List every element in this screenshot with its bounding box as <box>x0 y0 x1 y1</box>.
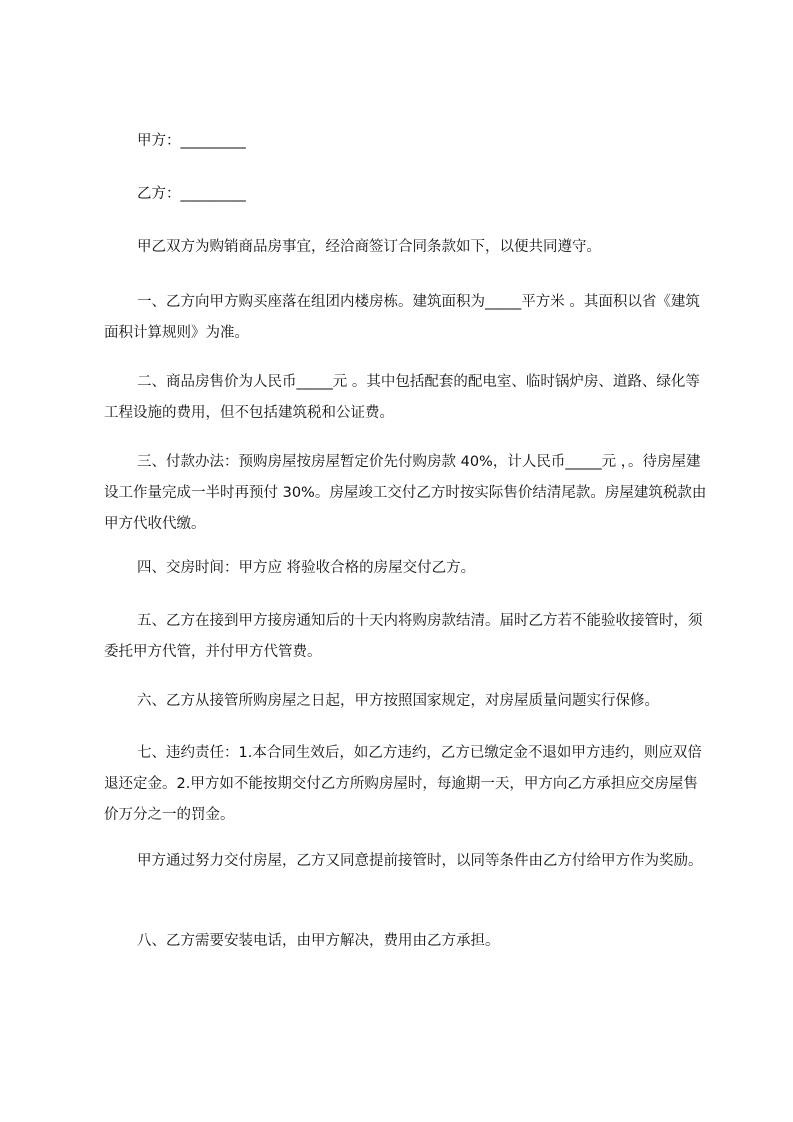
clause-7-supplement: 甲方通过努力交付房屋，乙方又同意提前接管时，以同等条件由乙方付给甲方作为奖励。 <box>137 853 703 869</box>
clause-2: 二、商品房售价为人民币_____元 。其中包括配套的配电室、临时锅炉房、道路、绿化等工程设施的费用，但不包括建筑税和公证费。 <box>104 374 700 421</box>
party-a-line: 甲方：_________ <box>137 133 246 149</box>
clause-8: 八、乙方需要安装电话，由甲方解决，费用由乙方承担。 <box>137 933 500 949</box>
clause-4: 四、交房时间：甲方应 将验收合格的房屋交付乙方。 <box>137 560 476 576</box>
clause-5: 五、乙方在接到甲方接房通知后的十天内将购房款结清。届时乙方若不能验收接管时，须委托甲方代管，并付甲方代管费。 <box>104 613 703 660</box>
party-b-line: 乙方：_________ <box>137 186 246 202</box>
intro-paragraph: 甲乙双方为购销商品房事宜，经洽商签订合同条款如下，以便共同遵守。 <box>137 239 601 255</box>
clause-7: 七、违约责任：1.本合同生效后，如乙方违约，乙方已缴定金不退如甲方违约，则应双倍退还定金。2.甲方如不能按期交付乙方所购房屋时，每逾期一天，甲方向乙方承担应交房屋售价万分之一的罚金。 <box>104 745 702 823</box>
clause-3: 三、付款办法：预购房屋按房屋暂定价先付购房款 40%，计人民币_____元 ，。待房屋建设工作量完成一半时再预付 30%。房屋竣工交付乙方时按实际售价结清尾款。房屋建筑税款由甲方代收代缴。 <box>104 454 707 532</box>
clause-6: 六、乙方从接管所购房屋之日起，甲方按照国家规定，对房屋质量问题实行保修。 <box>137 693 659 709</box>
clause-1: 一、乙方向甲方购买座落在组团内楼房栋。建筑面积为_____平方米 。其面积以省《建筑面积计算规则》为准。 <box>104 294 700 341</box>
